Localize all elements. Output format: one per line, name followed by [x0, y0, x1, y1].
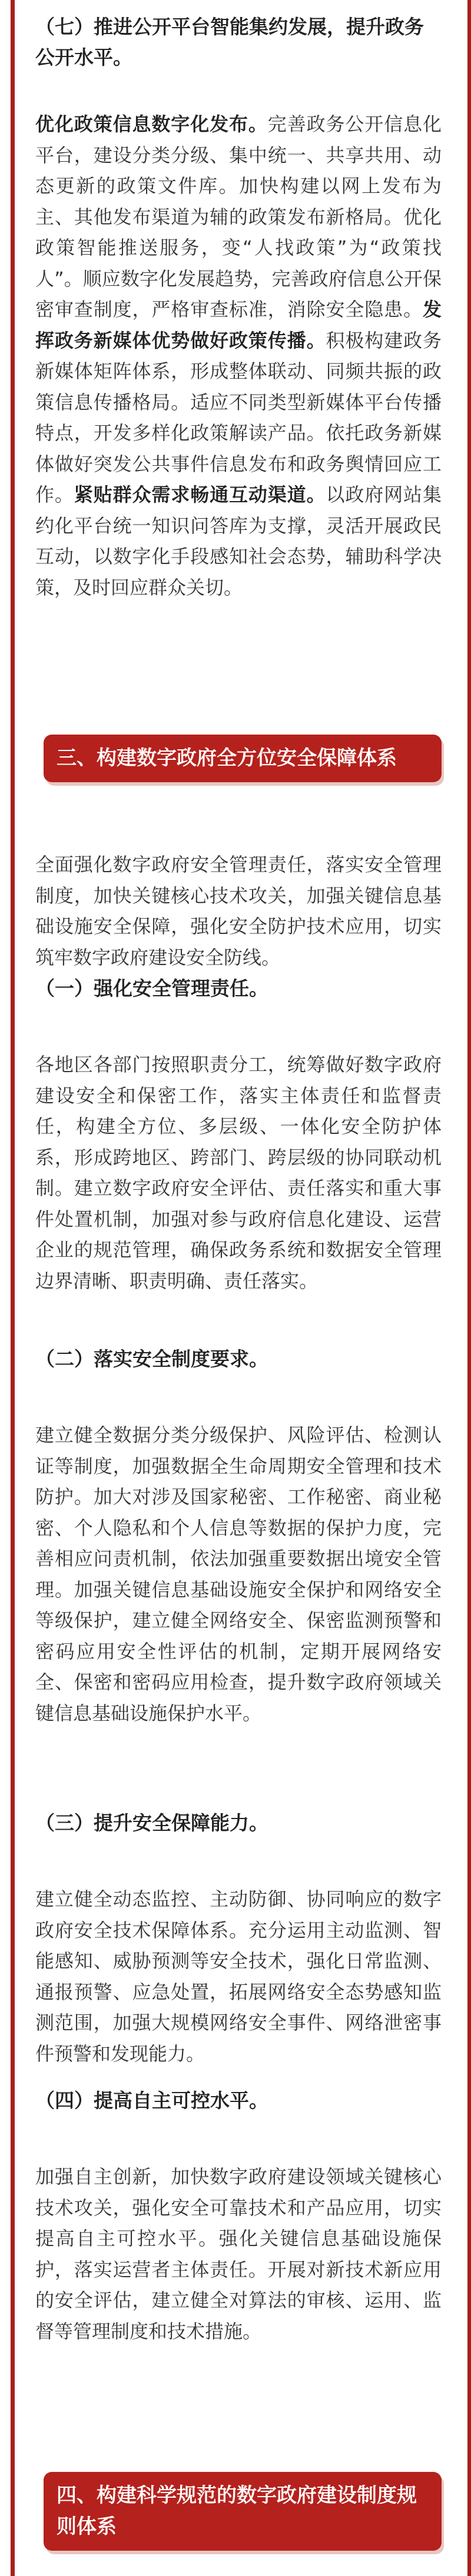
part3-intro: 全面强化数字政府安全管理责任，落实安全管理制度，加快关键核心技术攻关，加强关键信息基础设施安全保障，强化安全防护技术应用，切实筑牢数字政府建设安全防线。 — [35, 853, 442, 969]
part3-s4-body-block — [35, 2161, 442, 2347]
left-border-line — [11, 0, 15, 2576]
part3-banner: 三、构建数字政府全方位安全保障体系 — [44, 735, 442, 782]
part3-s1-body-block — [35, 1049, 442, 1296]
right-border-line — [467, 0, 471, 2576]
section7-bold-1: 优化政策信息数字化发布。 — [35, 113, 268, 135]
section7-bold-2: 发挥政务新媒体优势做好政策传播。 — [35, 298, 442, 352]
part3-s2-text: 建立健全数据分类分级保护、风险评估、检测认证等制度，加强数据全生命周期安全管理和技术防护。加大对涉及国家秘密、工作秘密、商业秘密、个人隐私和个人信息等数据的保护力度，完善相应问责机制，依法加强重要数据出境安全管理。加强关键信息基础设施安全保护和网络安全等级保护，建立健全网络安全、保密监测预警和密码应用安全性评估的机制，定期开展网络安全、保密和密码应用检查，提升数字政府领域关键信息基础设施保护水平。 — [35, 1424, 442, 1724]
part3-s4-heading: （四）提高自主可控水平。 — [35, 2089, 268, 2112]
part3-s3-text: 建立健全动态监控、主动防御、协同响应的数字政府安全技术保障体系。充分运用主动监测、智能感知、威胁预测等安全技术，强化日常监测、通报预警、应急处置，拓展网络安全态势感知监测范围，加强大规模网络安全事件、网络泄密事件预警和发现能力。 — [35, 1888, 442, 2065]
part3-s4-text: 加强自主创新，加快数字政府建设领域关键核心技术攻关，强化安全可靠技术和产品应用，切实提高自主可控水平。强化关键信息基础设施保护，落实运营者主体责任。开展对新技术新应用的安全评估，建立健全对算法的审核、运用、监督等管理制度和技术措施。 — [35, 2165, 442, 2343]
part3-s4-heading-block — [35, 2086, 442, 2116]
part3-s2-body-block — [35, 1420, 442, 1729]
part3-s3-heading: （三）提升安全保障能力。 — [35, 1811, 268, 1834]
part3-s3-body-block — [35, 1884, 442, 2069]
section7-body-block — [35, 109, 442, 603]
section7-text-3: 以政府网站集约化平台统一知识问答库为支撑，灵活开展政民互动，以数字化手段感知社会态势，辅助科学决策，及时回应群众关切。 — [35, 483, 442, 599]
section7-heading: （七）推进公开平台智能集约发展，提升政务公开水平。 — [35, 15, 424, 69]
section7-heading-block — [35, 12, 442, 73]
part3-s1-heading-block — [35, 973, 442, 1004]
part3-s3-heading-block — [35, 1808, 442, 1838]
part3-s2-heading: （二）落实安全制度要求。 — [35, 1347, 268, 1370]
part3-s2-heading-block — [35, 1344, 442, 1374]
section7-paragraph — [35, 109, 442, 603]
section7-bold-3: 紧贴群众需求畅通互动渠道。 — [74, 483, 326, 506]
part3-s1-heading: （一）强化安全管理责任。 — [35, 977, 268, 1000]
part4-banner: 四、构建科学规范的数字政府建设制度规则体系 — [44, 2472, 442, 2551]
part3-s1-text: 各地区各部门按照职责分工，统筹做好数字政府建设安全和保密工作，落实主体责任和监督责任，构建全方位、多层级、一体化安全防护体系，形成跨地区、跨部门、跨层级的协同联动机制。建立数字政府安全评估、责任落实和重大事件处置机制，加强对参与政府信息化建设、运营企业的规范管理，确保政务系统和数据安全管理边界清晰、职责明确、责任落实。 — [35, 1053, 442, 1292]
section7-text-2: 积极构建政务新媒体矩阵体系，形成整体联动、同频共振的政策信息传播格局。适应不同类型新媒体平台传播特点，开发多样化政策解读产品。依托政务新媒体做好突发公共事件信息发布和政务舆情回应工作。 — [35, 329, 442, 506]
part3-intro-block — [35, 849, 442, 973]
section7-text-1: 完善政务公开信息化平台，建设分类分级、集中统一、共享共用、动态更新的政策文件库。加快构建以网上发布为主、其他发布渠道为辅的政策发布新格局。优化政策智能推送服务，变“人找政策”为“政策找人”。顺应数字化发展趋势，完善政府信息公开保密审查制度，严格审查标准，消除安全隐患。 — [35, 113, 442, 321]
